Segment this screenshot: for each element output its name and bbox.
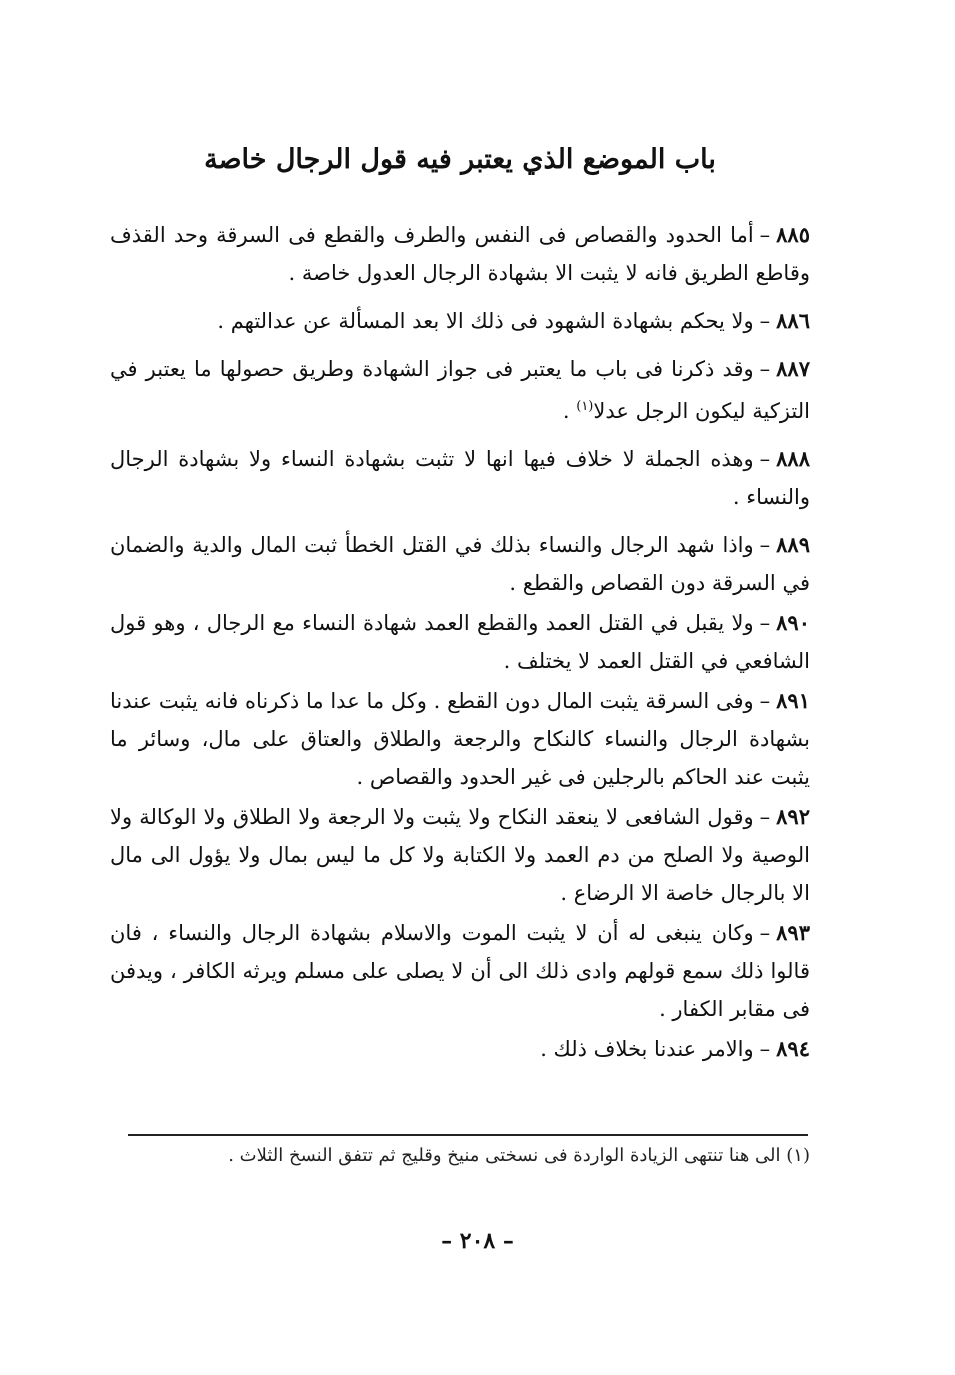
paragraph-number: ٨٨٧: [776, 356, 810, 381]
paragraph-893: [110, 914, 810, 1028]
paragraph-number: ٨٨٥: [776, 222, 810, 247]
paragraph-885: [110, 216, 810, 292]
paragraph-number: ٨٩١: [776, 688, 810, 713]
paragraph-number: ٨٩٣: [776, 920, 810, 945]
paragraph-number: ٨٨٨: [776, 446, 810, 471]
dash: –: [759, 447, 771, 471]
dash: –: [759, 223, 771, 247]
page-number: – ٢٠٨ –: [441, 1228, 514, 1254]
paragraph-number: ٨٩٤: [776, 1036, 810, 1061]
dash: –: [759, 533, 771, 557]
paragraph-text: وكان ينبغى له أن لا يثبت الموت والاسلام بشهادة الرجال والنساء ، فان قالوا ذلك سمع قولهم وادى ذلك الى أن لا يصلى على مسلم ويرثه الكافر ، ويدفن فى مقابر الكفار .: [110, 921, 810, 1021]
paragraph-text: وقول الشافعى لا ينعقد النكاح ولا يثبت ولا الرجعة ولا الطلاق ولا الوكالة ولا الوصية ولا الصلح من دم العمد ولا الكتابة ولا كل ما ليس بمال ولا يؤول الى مال الا بالرجال خاصة الا الرضاع .: [110, 805, 810, 905]
paragraph-number: ٨٨٩: [776, 532, 810, 557]
paragraph-text: واذا شهد الرجال والنساء بذلك في القتل الخطأ ثبت المال والدية والضمان في السرقة دون القصاص والقطع .: [110, 533, 810, 595]
paragraph-890: [110, 604, 810, 680]
paragraph-894: [110, 1030, 810, 1068]
dash: –: [759, 805, 771, 829]
paragraph-text: وفى السرقة يثبت المال دون القطع . وكل ما عدا ما ذكرناه فانه يثبت عندنا بشهادة الرجال والنساء كالنكاح والرجعة والطلاق والعتاق على مال، وسائر ما يثبت عند الحاكم بالرجلين فى غير الحدود والقصاص .: [110, 689, 810, 789]
paragraph-text: وقد ذكرنا فى باب ما يعتبر فى جواز الشهادة وطريق حصولها ما يعتبر في التزكية ليكون الرجل عدلا: [110, 357, 810, 423]
paragraph-text: ولا يقبل في القتل العمد والقطع العمد شهادة النساء مع الرجال ، وهو قول الشافعي في القتل العمد لا يختلف .: [110, 611, 810, 673]
dash: –: [759, 689, 771, 713]
paragraph-886: [110, 302, 810, 340]
footnote: (١) الى هنا تنتهى الزيادة الواردة فى نسختى منيخ وقليج ثم تتفق النسخ الثلاث .: [228, 1145, 810, 1166]
paragraph-number: ٨٩٠: [776, 610, 810, 635]
paragraph-number: ٨٨٦: [776, 308, 810, 333]
footnote-divider: [128, 1134, 808, 1136]
paragraph-text: أما الحدود والقصاص فى النفس والطرف والقطع فى السرقة وحد القذف وقاطع الطريق فانه لا يثبت الا بشهادة الرجال العدول خاصة .: [110, 223, 810, 285]
page-body: [110, 140, 810, 1070]
dash: –: [759, 357, 771, 381]
paragraph-number: ٨٩٢: [776, 804, 810, 829]
paragraph-text: وهذه الجملة لا خلاف فيها انها لا تثبت بشهادة النساء ولا بشهادة الرجال والنساء .: [110, 447, 810, 509]
footnote-ref: (١): [576, 399, 594, 414]
dash: –: [759, 611, 771, 635]
dash: –: [759, 309, 771, 333]
paragraph-text: ولا يحكم بشهادة الشهود فى ذلك الا بعد المسألة عن عدالتهم .: [217, 309, 754, 333]
dash: –: [759, 921, 771, 945]
paragraph-end: .: [562, 399, 577, 423]
paragraph-891: [110, 682, 810, 796]
dash: –: [759, 1037, 771, 1061]
chapter-title: باب الموضع الذي يعتبر فيه قول الرجال خاصة: [204, 144, 716, 175]
paragraph-888: [110, 440, 810, 516]
paragraph-text: والامر عندنا بخلاف ذلك .: [540, 1037, 754, 1061]
paragraph-892: [110, 798, 810, 912]
paragraph-889: [110, 526, 810, 602]
paragraph-887: [110, 350, 810, 430]
